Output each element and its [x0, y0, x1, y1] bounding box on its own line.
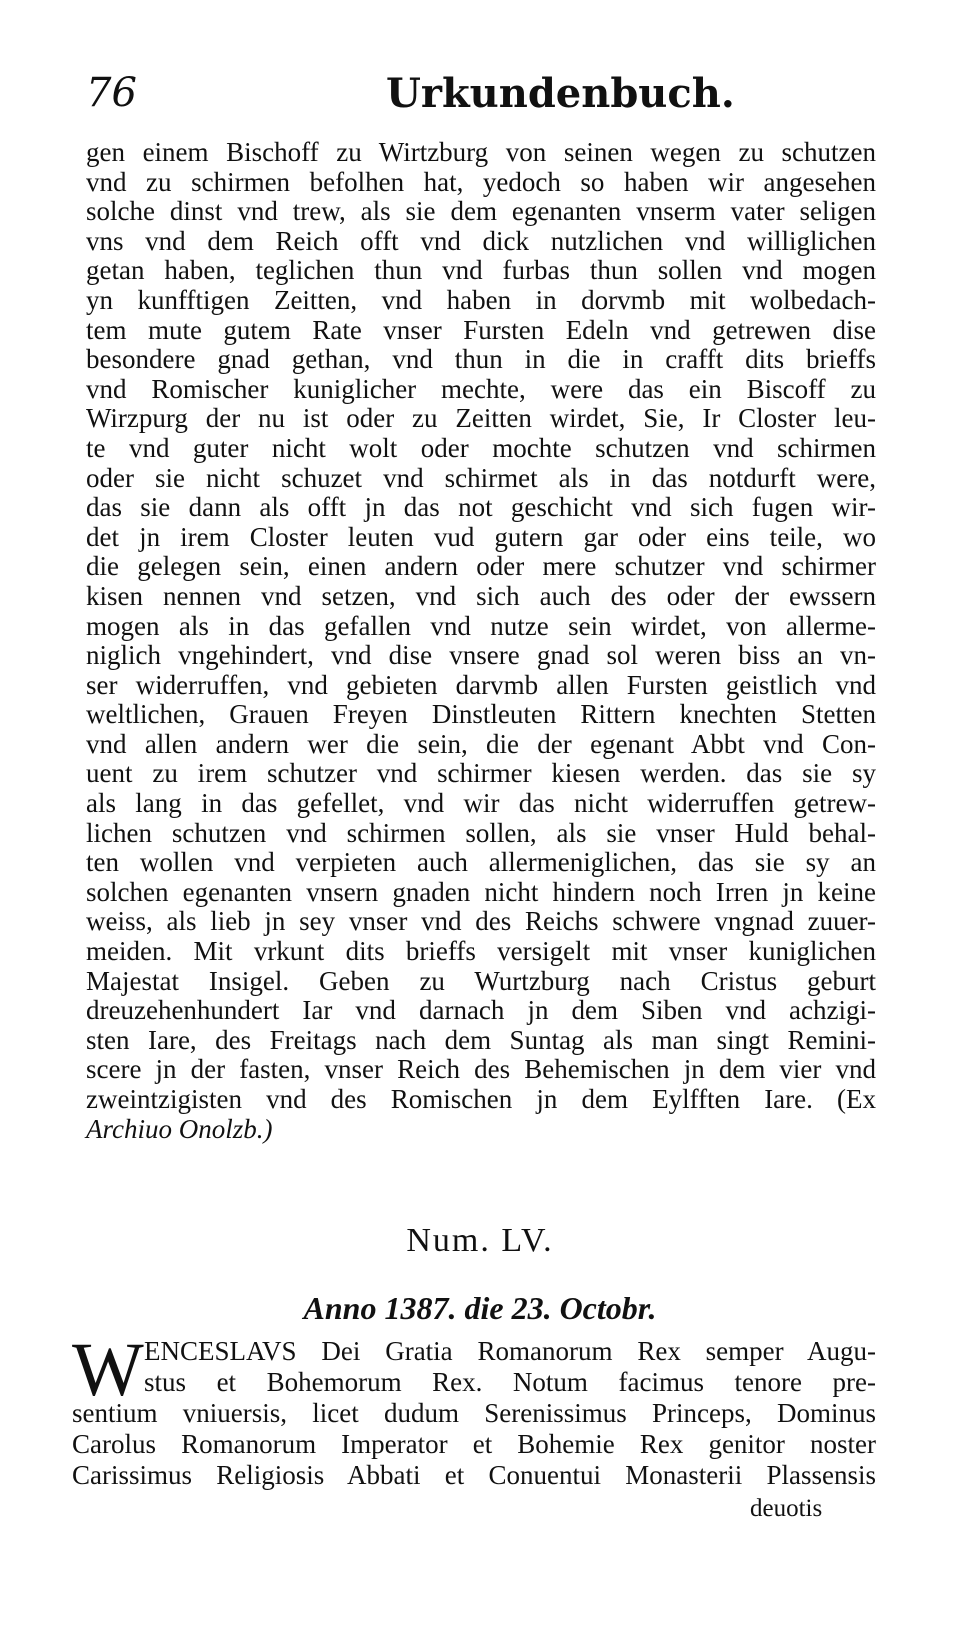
text-line: te vnd guter nicht wolt oder mochte schutzen vnd schirmen [86, 432, 876, 463]
text-line: das sie dann als offt jn das not geschicht vnd sich fugen wir- [86, 492, 876, 523]
catchword: deuotis [750, 1495, 823, 1522]
charter-line: Carolus Romanorum Imperator et Bohemie Rex genitor noster [72, 1429, 876, 1459]
text-line: vnd Romischer kuniglicher mechte, were das ein Biscoff zu [86, 373, 876, 404]
text-line: sten Iare, des Freitags nach dem Suntag als man singt Remini- [86, 1024, 876, 1055]
source-citation-text: Archiuo Onolzb.) [86, 1113, 273, 1144]
text-line: lichen schutzen vnd schirmen sollen, als sie vnser Huld behal- [86, 817, 876, 848]
text-line: weiss, als lieb jn sey vnser vnd des Reichs schwere vngnad zuuer- [86, 906, 876, 937]
text-line: uent zu irem schutzer vnd schirmer kiesen werden. das sie sy [86, 758, 876, 789]
charter-line: Carissimus Religiosis Abbati et Conuentui Monasterii Plassensis [72, 1460, 876, 1490]
text-line: Wirzpurg der nu ist oder zu Zeitten wirdet, Sie, Ir Closter leu- [86, 403, 876, 434]
text-line: yn kunfftigen Zeitten, vnd haben in dorvmb mit wolbedach- [86, 284, 876, 315]
section-date: Anno 1387. die 23. Octobr. [303, 1290, 657, 1326]
text-line: getan haben, teglichen thun vnd furbas thun sollen vnd mogen [86, 255, 876, 286]
charter-line: stus et Bohemorum Rex. Notum facimus tenore pre- [144, 1367, 876, 1397]
text-line: vnd zu schirmen befolhen hat, yedoch so haben wir angesehen [86, 166, 876, 197]
text-line: meiden. Mit vrkunt dits brieffs versigelt mit vnser kuniglichen [86, 936, 876, 967]
text-line: tem mute gutem Rate vnser Fursten Edeln vnd getrewen dise [86, 314, 876, 345]
page-number: 76 [86, 70, 137, 116]
text-line: Majestat Insigel. Geben zu Wurtzburg nach Cristus geburt [86, 965, 876, 996]
text-line: det jn irem Closter leuten vud gutern gar oder eins teile, wo [86, 521, 876, 552]
document-body-text [86, 138, 876, 1144]
source-citation [86, 1115, 876, 1145]
section-title: Num. LV. [406, 1222, 554, 1259]
text-line: solchen egenanten vnsern gnaden nicht hindern noch Irren jn keine [86, 876, 876, 907]
text-line: vnd allen andern wer die sein, die der egenant Abbt vnd Con- [86, 728, 876, 759]
text-line: ser widerruffen, vnd gebieten darvmb allen Fursten geistlich vnd [86, 669, 876, 700]
page-header [86, 70, 886, 130]
text-line: vns vnd dem Reich offt vnd dick nutzlichen vnd williglichen [86, 225, 876, 256]
text-line: zweintzigisten vnd des Romischen jn dem Eylfften Iare. (Ex [86, 1084, 876, 1114]
text-line: ten wollen vnd verpieten auch allermeniglichen, das sie sy an [86, 847, 876, 878]
text-line: oder sie nicht schuzet vnd schirmet als in das notdurft were, [86, 462, 876, 493]
text-line: kisen nennen vnd setzen, vnd sich auch des oder der ewssern [86, 580, 876, 611]
text-line: als lang in das gefellet, vnd wir das nicht widerruffen getrew- [86, 788, 876, 819]
text-line: dreuzehenhundert Iar vnd darnach jn dem Siben vnd achzigi- [86, 995, 876, 1026]
text-line: scere jn der fasten, vnser Reich des Behemischen jn dem vier vnd [86, 1054, 876, 1085]
running-head: Urkundenbuch. [386, 70, 735, 117]
charter-line: sentium vniuersis, licet dudum Serenissimus Princeps, Dominus [72, 1398, 876, 1428]
drop-cap: W [72, 1328, 144, 1412]
text-line: gen einem Bischoff zu Wirtzburg von seinen wegen zu schutzen [86, 137, 876, 167]
text-line: besondere gnad gethan, vnd thun in die in crafft dits brieffs [86, 344, 876, 375]
charter-text [72, 1328, 876, 1491]
charter-line: ENCESLAVS Dei Gratia Romanorum Rex semper Augu- [144, 1336, 876, 1366]
text-line: weltlichen, Grauen Freyen Dinstleuten Rittern knechten Stetten [86, 699, 876, 730]
text-line: die gelegen sein, einen andern oder mere schutzer vnd schirmer [86, 551, 876, 582]
text-line: niglich vngehindert, vnd dise vnsere gnad sol weren biss an vn- [86, 640, 876, 671]
text-line: mogen als in das gefallen vnd nutze sein wirdet, von allerme- [86, 610, 876, 641]
text-line: solche dinst vnd trew, als sie dem egenanten vnserm vater seligen [86, 196, 876, 227]
